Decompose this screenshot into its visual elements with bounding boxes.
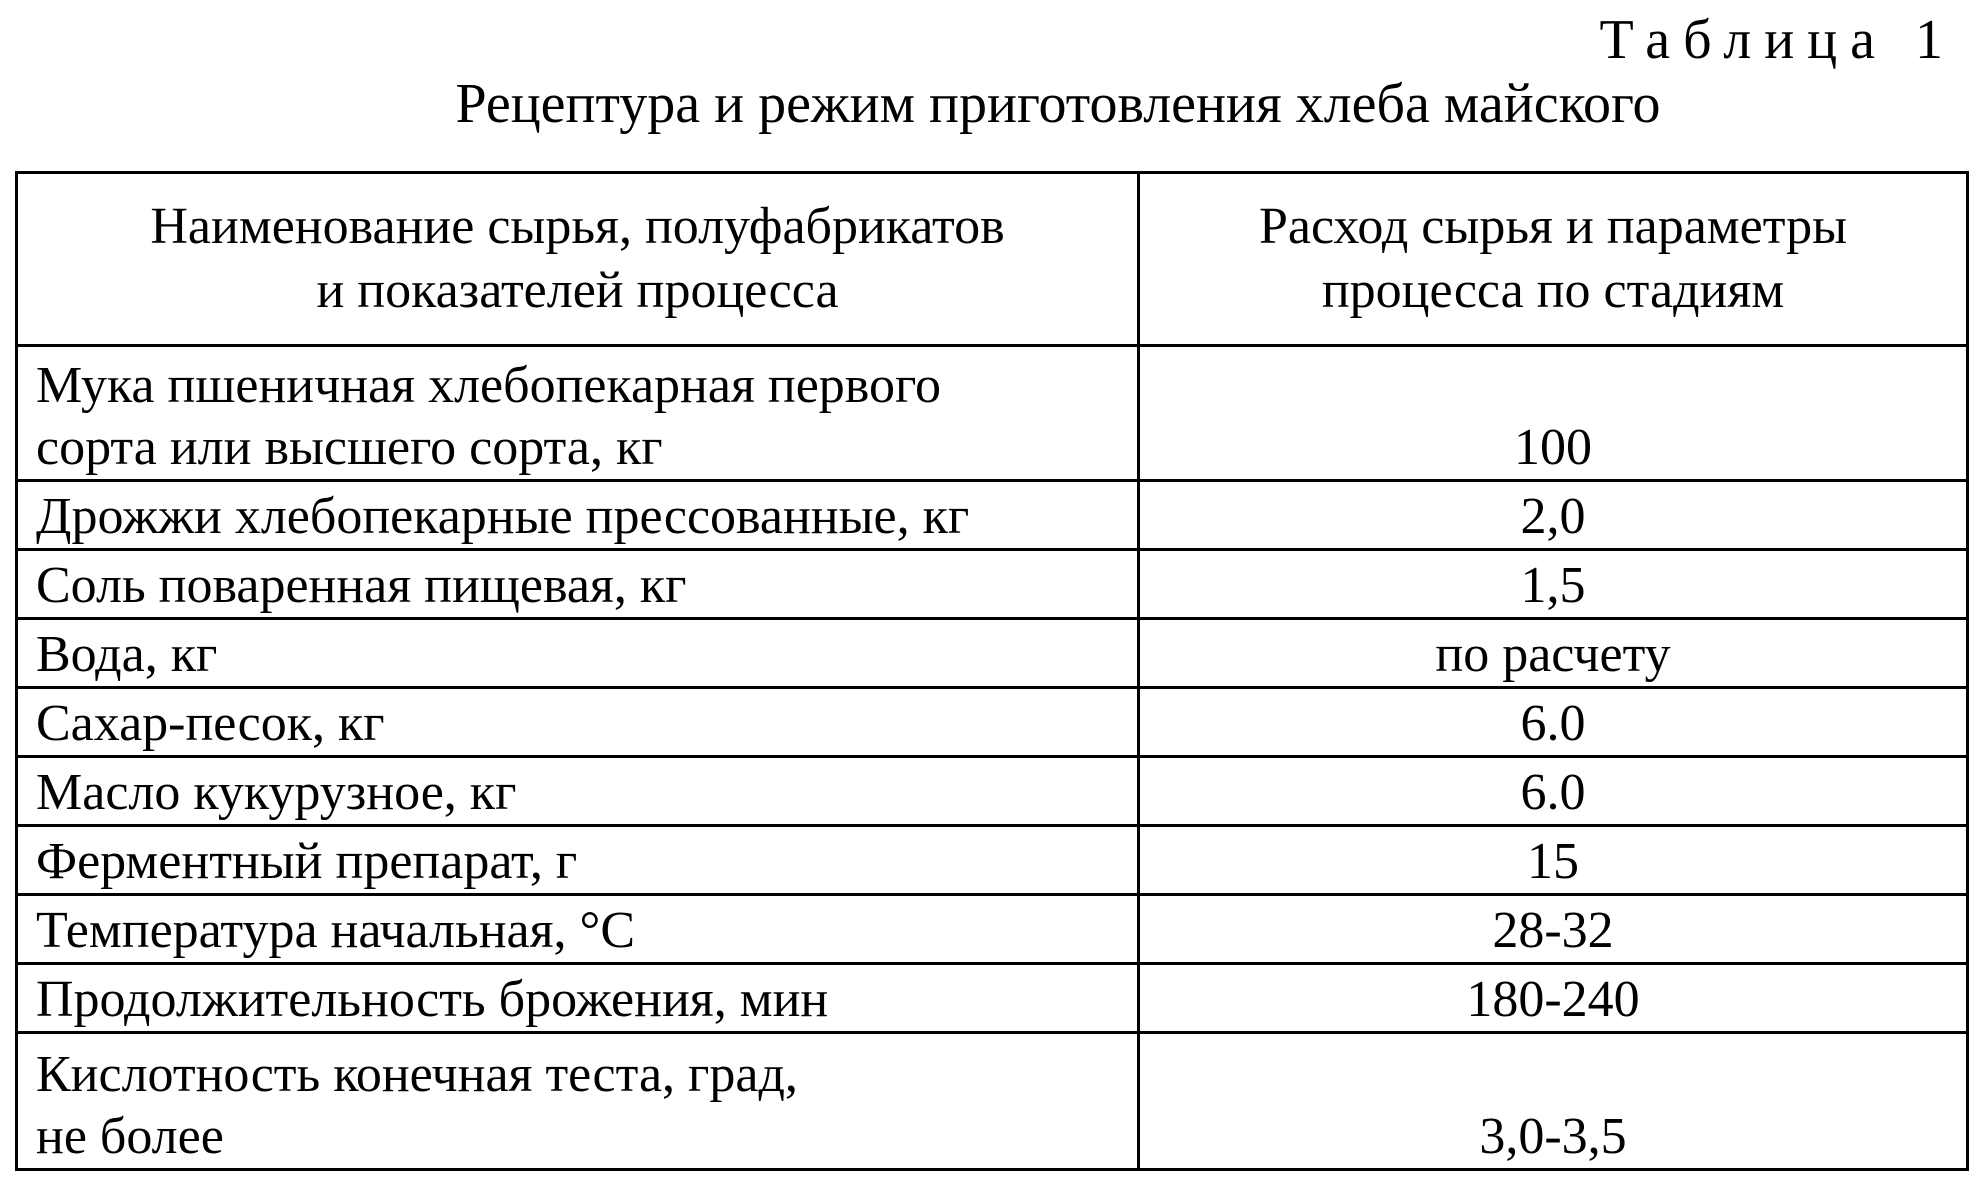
table-row	[17, 895, 1968, 964]
row-value: по расчету	[1435, 626, 1671, 683]
row-value: 28-32	[1492, 902, 1614, 959]
row-name: Масло кукурузное, кг	[36, 764, 517, 821]
row-name-cell	[17, 346, 1139, 481]
row-name-line1: Мука пшеничная хлебопекарная первого	[36, 357, 941, 414]
row-value: 6.0	[1520, 695, 1586, 752]
row-name-line2: не более	[36, 1108, 224, 1165]
row-name-cell	[17, 964, 1139, 1033]
row-name-line2: сорта или высшего сорта, кг	[36, 419, 663, 476]
row-name: Сахар-песок, кг	[36, 695, 385, 752]
table-row	[17, 481, 1968, 550]
row-value-cell	[1139, 1033, 1968, 1170]
header-value-line1: Расход сырья и параметры	[1258, 198, 1848, 255]
row-name-cell	[17, 688, 1139, 757]
row-value: 1,5	[1520, 557, 1586, 614]
row-name-cell	[17, 826, 1139, 895]
row-value: 100	[1514, 419, 1592, 476]
row-name-cell	[17, 895, 1139, 964]
row-name: Ферментный препарат, г	[36, 833, 578, 890]
table-row	[17, 346, 1968, 481]
table-row	[17, 619, 1968, 688]
table-row	[17, 964, 1968, 1033]
row-value: 2,0	[1520, 488, 1586, 545]
table-row	[17, 826, 1968, 895]
row-value-cell	[1139, 895, 1968, 964]
row-value-cell	[1139, 346, 1968, 481]
row-name-cell	[17, 619, 1139, 688]
row-value-cell	[1139, 688, 1968, 757]
header-cell-value	[1139, 173, 1968, 346]
header-name-line1: Наименование сырья, полуфабрикатов	[150, 198, 1005, 255]
recipe-table	[15, 171, 1969, 1171]
row-value-cell	[1139, 481, 1968, 550]
row-name-cell	[17, 757, 1139, 826]
row-value: 6.0	[1520, 764, 1586, 821]
table-row	[17, 688, 1968, 757]
row-name: Продолжительность брожения, мин	[36, 971, 829, 1028]
table-title: Рецептура и режим приготовления хлеба майского	[455, 73, 1661, 135]
row-value-cell	[1139, 550, 1968, 619]
table-row	[17, 757, 1968, 826]
header-name-line2: и показателей процесса	[316, 262, 839, 319]
row-name: Вода, кг	[36, 626, 218, 683]
row-value: 180-240	[1466, 971, 1640, 1028]
table-row	[17, 1033, 1968, 1170]
row-name-cell	[17, 550, 1139, 619]
row-name-line1: Кислотность конечная теста, град,	[36, 1046, 798, 1103]
row-name: Дрожжи хлебопекарные прессованные, кг	[36, 488, 970, 545]
table-row	[17, 550, 1968, 619]
row-name: Соль поваренная пищевая, кг	[36, 557, 687, 614]
row-value: 15	[1527, 833, 1579, 890]
row-value-cell	[1139, 619, 1968, 688]
table-header-row	[17, 173, 1968, 346]
row-name: Температура начальная, °С	[36, 902, 636, 959]
row-name-cell	[17, 1033, 1139, 1170]
row-value-cell	[1139, 964, 1968, 1033]
row-name-cell	[17, 481, 1139, 550]
row-value-cell	[1139, 826, 1968, 895]
header-value-line2: процесса по стадиям	[1321, 262, 1785, 319]
row-value: 3,0-3,5	[1479, 1108, 1627, 1165]
table-number: Таблица 1	[1599, 9, 1956, 71]
header-cell-name	[17, 173, 1139, 346]
row-value-cell	[1139, 757, 1968, 826]
